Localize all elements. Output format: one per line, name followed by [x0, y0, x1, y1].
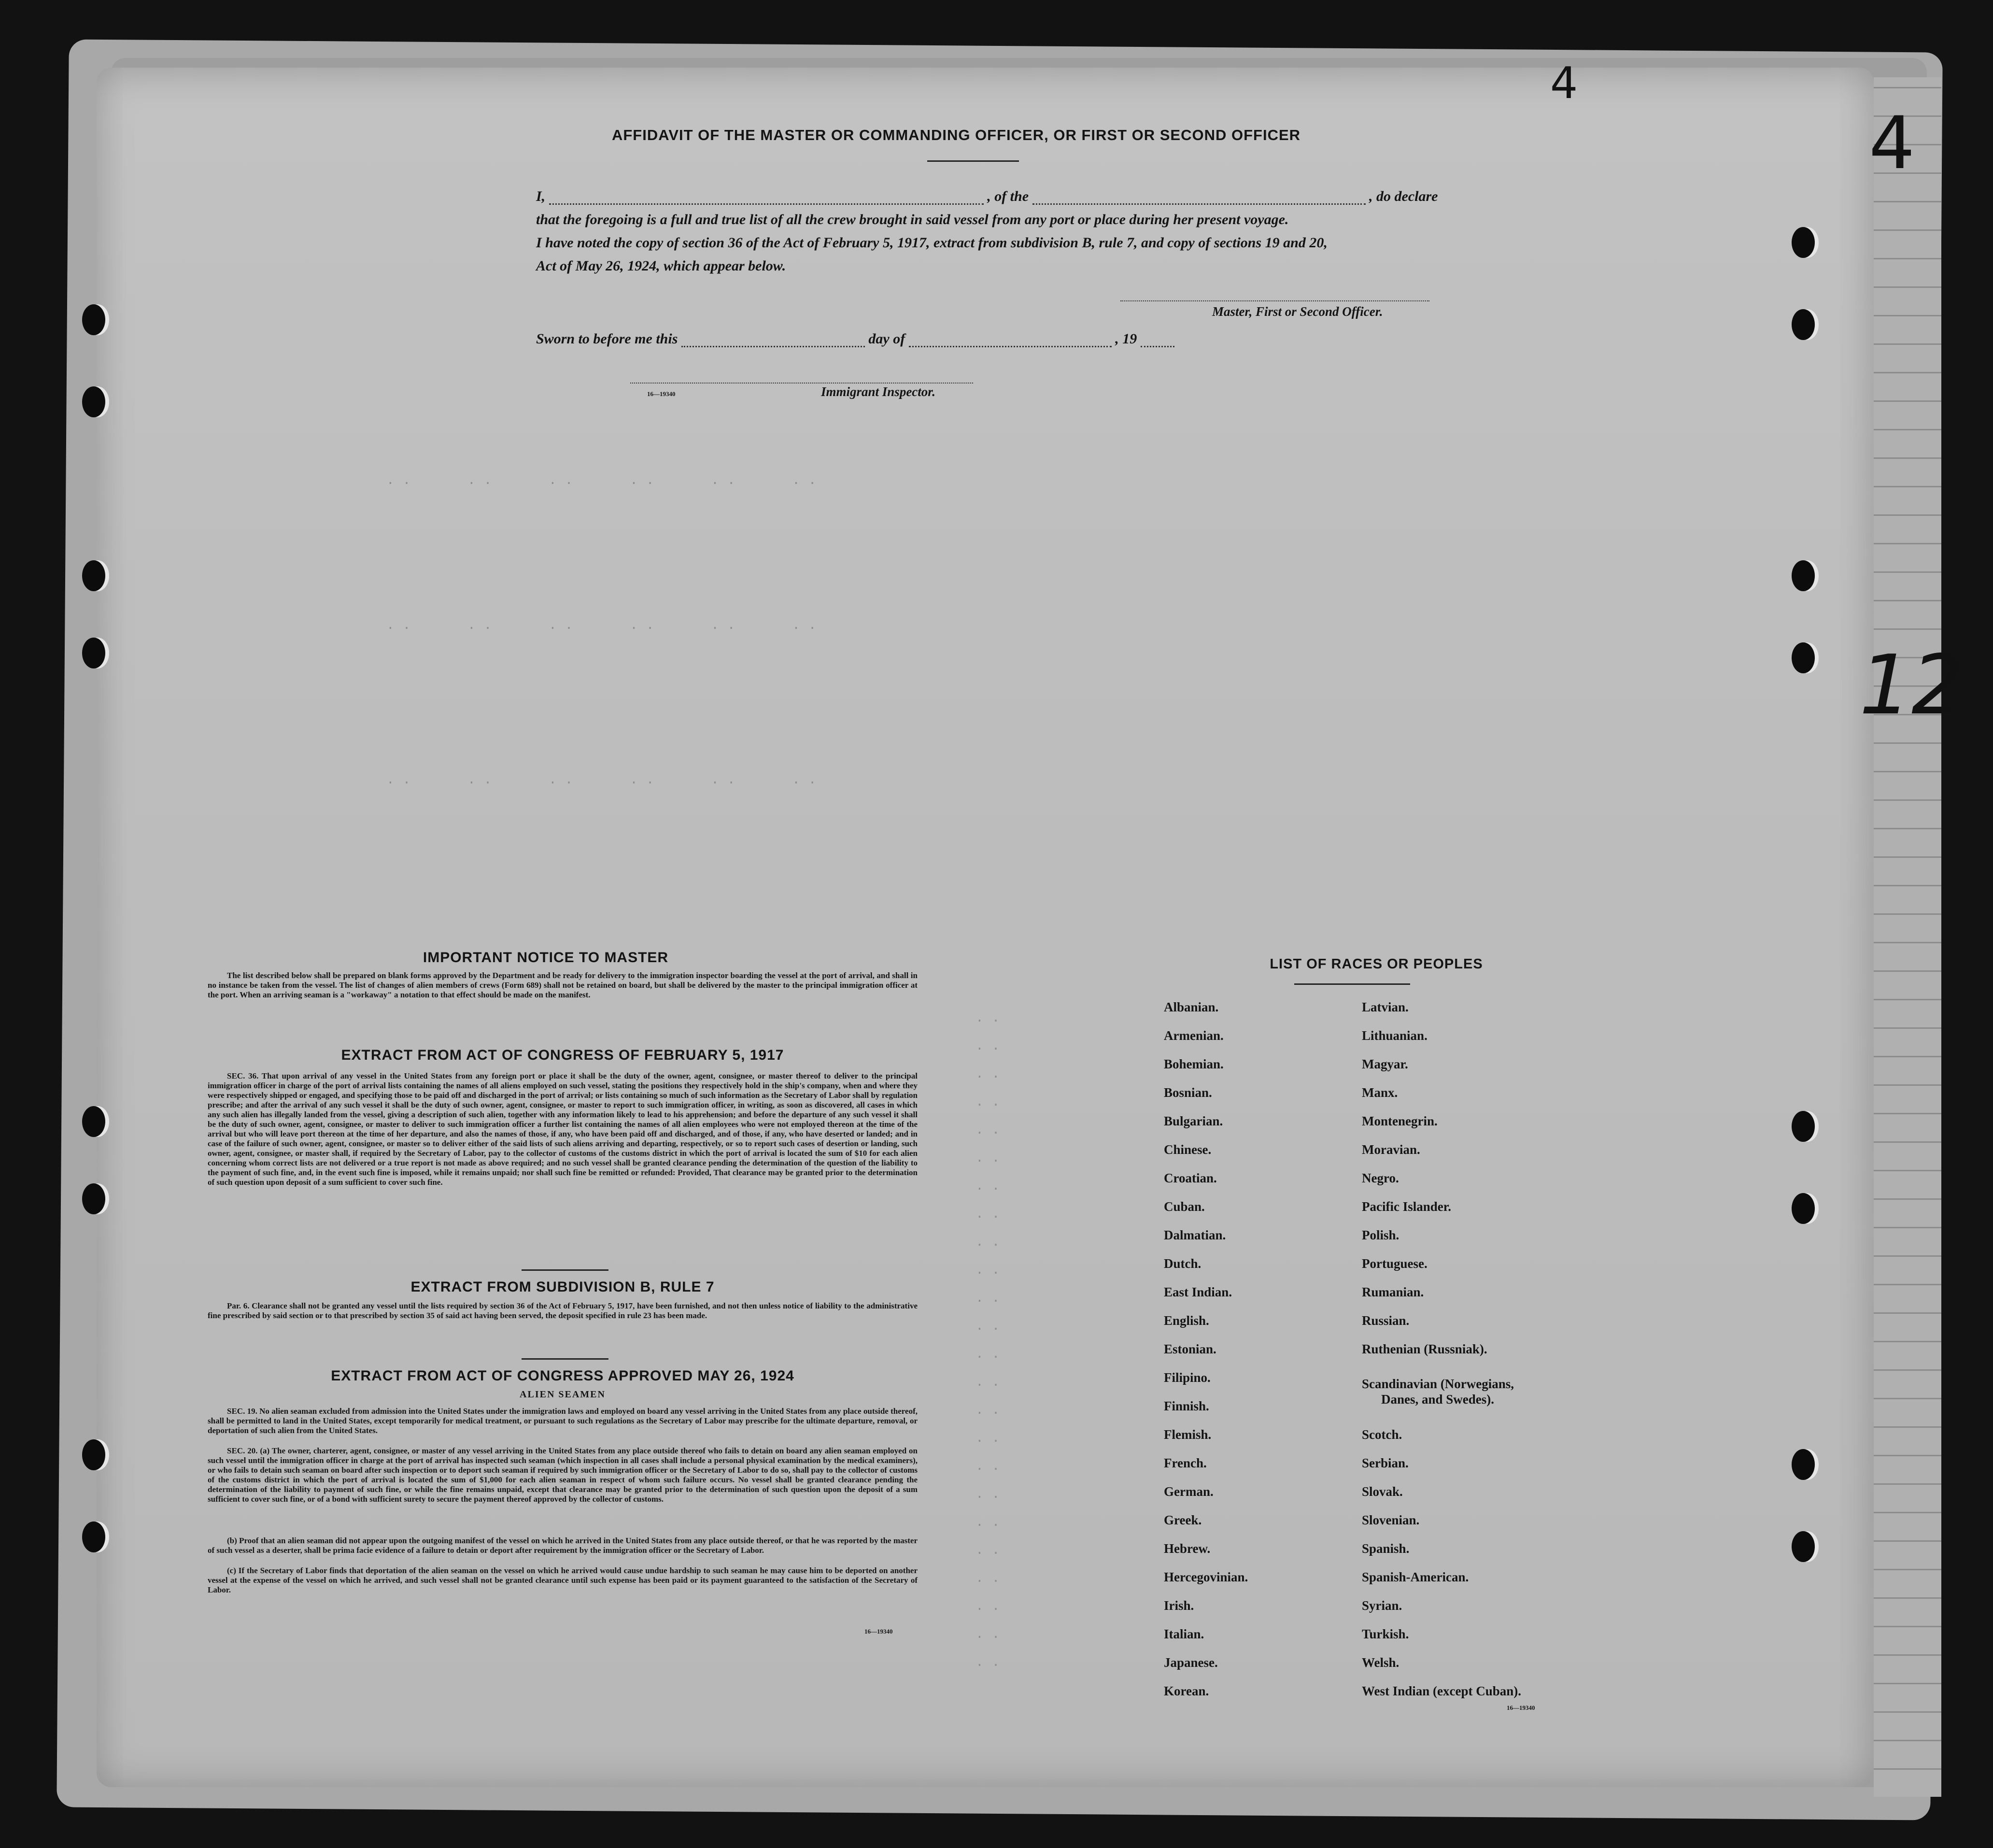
- race-item: French.: [1164, 1456, 1207, 1470]
- sworn-start: Sworn to before me this: [536, 331, 678, 347]
- sec-20b-text: (b) Proof that an alien seaman did not appear upon the outgoing manifest of the vessel on which he arrived in the United States from any place outside thereof, or that he was reported by the master of such vessel as a deserter, shall be prima facie evidence of a failure to detain or deport after requirement by the immigration officer or the Secretary of Labor.: [208, 1536, 918, 1555]
- race-item: Spanish-American.: [1362, 1570, 1469, 1584]
- binder-hole-icon: [82, 638, 105, 668]
- binder-hole-icon: [1792, 560, 1815, 591]
- affidavit-form-number: 16—19340: [647, 390, 676, 398]
- race-item: Bohemian.: [1164, 1057, 1224, 1071]
- sworn-year-field[interactable]: [1141, 336, 1174, 347]
- race-item: Welsh.: [1362, 1655, 1399, 1670]
- extract-divider: [522, 1358, 608, 1360]
- race-item: Albanian.: [1164, 1000, 1219, 1014]
- binder-hole-icon: [82, 1183, 105, 1214]
- races-left-column: [1164, 1000, 1367, 1705]
- handwritten-top-mark: 4: [1550, 58, 1578, 109]
- binder-hole-icon: [1792, 1449, 1815, 1480]
- races-title-rule: [1294, 983, 1410, 985]
- extract-form-number: 16—19340: [864, 1628, 893, 1635]
- race-item: Bosnian.: [1164, 1085, 1212, 1100]
- race-item: Ruthenian (Russniak).: [1362, 1342, 1487, 1356]
- race-item: Finnish.: [1164, 1399, 1209, 1413]
- race-item: Lithuanian.: [1362, 1028, 1428, 1043]
- extract-rule7-text: Par. 6. Clearance shall not be granted any vessel until the lists required by section 36 of the Act of February 5, 1917, have been furnished, and not then unless notice of liability to the administrative fine prescribed by said section or to that prescribed by section 35 of said act having been served, the deposit specified in rule 23 has been made.: [208, 1301, 918, 1320]
- race-item: Hercegovinian.: [1164, 1570, 1248, 1584]
- extract-rule7-title: EXTRACT FROM SUBDIVISION B, RULE 7: [410, 1279, 715, 1295]
- race-item: Portuguese.: [1362, 1256, 1428, 1271]
- sworn-end: , 19: [1115, 331, 1137, 347]
- race-item: Flemish.: [1164, 1427, 1212, 1442]
- race-item: Korean.: [1164, 1684, 1209, 1698]
- sworn-mid: day of: [868, 331, 905, 347]
- bleedthrough-marks: . . . . . . . . . . . . . . . . . . . . . . . . . . . . . . . . . . . . . . . . . . . . . . . .: [975, 1011, 1000, 1670]
- binder-hole-icon: [82, 1439, 105, 1470]
- affidavit-title-rule: [927, 160, 1019, 162]
- race-item: Danes, and Swedes).: [1381, 1392, 1495, 1407]
- binder-hole-icon: [82, 1521, 105, 1552]
- affidavit-title: AFFIDAVIT OF THE MASTER OR COMMANDING OFFICER, OR FIRST OR SECOND OFFICER: [611, 127, 1301, 143]
- race-item: Latvian.: [1362, 1000, 1409, 1014]
- race-item: Manx.: [1362, 1085, 1398, 1100]
- binder-hole-icon: [1792, 1193, 1815, 1224]
- race-item: East Indian.: [1164, 1285, 1232, 1299]
- race-item: Rumanian.: [1362, 1285, 1424, 1299]
- race-item: Estonian.: [1164, 1342, 1216, 1356]
- binder-hole-icon: [82, 304, 105, 335]
- bleedthrough-marks: . . . . . . . . . . . .: [386, 473, 817, 488]
- sworn-day-field[interactable]: [681, 336, 865, 347]
- master-signature-label: Master, First or Second Officer.: [1212, 304, 1383, 319]
- race-item: Serbian.: [1362, 1456, 1409, 1470]
- sworn-month-field[interactable]: [909, 336, 1112, 347]
- binder-hole-icon: [1792, 309, 1815, 340]
- races-right-column: [1362, 1000, 1613, 1705]
- race-item: Slovenian.: [1362, 1513, 1420, 1527]
- binder-hole-icon: [1792, 642, 1815, 673]
- sworn-line: [536, 331, 1174, 347]
- handwritten-page-number: 4: [1869, 101, 1915, 185]
- bleedthrough-marks: . . . . . . . . . . . .: [386, 773, 817, 788]
- race-item: Pacific Islander.: [1362, 1199, 1451, 1214]
- binder-hole-icon: [1792, 1111, 1815, 1142]
- race-item: Magyar.: [1362, 1057, 1408, 1071]
- affidavit-line-1-end: , do declare: [1369, 188, 1438, 204]
- handwritten-sheet-number: 12: [1859, 638, 1964, 733]
- extract-1924-title: EXTRACT FROM ACT OF CONGRESS APPROVED MAY 26, 1924: [331, 1368, 794, 1384]
- race-item: Dalmatian.: [1164, 1228, 1226, 1242]
- race-item: Montenegrin.: [1362, 1114, 1438, 1128]
- race-item: Armenian.: [1164, 1028, 1224, 1043]
- affidavit-line-1-start: I,: [536, 188, 546, 204]
- race-item: Spanish.: [1362, 1541, 1410, 1556]
- race-item: Scotch.: [1362, 1427, 1402, 1442]
- binder-hole-icon: [1792, 1531, 1815, 1562]
- master-name-field[interactable]: [549, 194, 984, 205]
- race-item: Greek.: [1164, 1513, 1202, 1527]
- race-item: English.: [1164, 1313, 1209, 1328]
- vessel-name-field[interactable]: [1032, 194, 1366, 205]
- race-item: Syrian.: [1362, 1598, 1402, 1613]
- race-item: Dutch.: [1164, 1256, 1201, 1271]
- race-item: Chinese.: [1164, 1142, 1212, 1157]
- binder-hole-icon: [1792, 227, 1815, 258]
- affidavit-line-4: Act of May 26, 1924, which appear below.: [536, 258, 786, 274]
- inspector-signature-line[interactable]: [630, 382, 973, 384]
- race-item: Moravian.: [1362, 1142, 1420, 1157]
- race-item: Filipino.: [1164, 1370, 1211, 1385]
- extract-1917-title: EXTRACT FROM ACT OF CONGRESS OF FEBRUARY 5, 1917: [341, 1047, 784, 1063]
- race-item: Hebrew.: [1164, 1541, 1211, 1556]
- sec-20c-text: (c) If the Secretary of Labor finds that deportation of the alien seaman on the vessel on which he arrived would cause undue hardship to such seaman he may cause him to be deported on another vessel at the expense of the vessel on which he arrived, and such vessel shall not be granted clearance until such expense has been paid or its payment guaranteed to the satisfaction of the Secretary of Labor.: [208, 1566, 918, 1594]
- bleedthrough-marks: . . . . . . . . . . . .: [386, 618, 817, 633]
- binder-hole-icon: [82, 560, 105, 591]
- race-item: Russian.: [1362, 1313, 1410, 1328]
- affidavit-line-3: I have noted the copy of section 36 of the Act of February 5, 1917, extract from subdivision B, rule 7, and copy of sections 19 and 20,: [536, 235, 1328, 251]
- notice-text: The list described below shall be prepared on blank forms approved by the Department and be ready for delivery to the immigration inspector boarding the vessel at the port of arrival, and shall in no instance be taken from the vessel. The list of changes of alien members of crews (Form 689) shall not be retained on board, but shall be delivered by the master to the principal immigration officer at the port. When an arriving seaman is a "workaway" a notation to that effect should be made on the manifest.: [208, 971, 918, 999]
- sec-19-text: SEC. 19. No alien seaman excluded from admission into the United States under the immigration laws and employed on board any vessel arriving in the United States from any place outside thereof, shall be permitted to land in the United States, except temporarily for medical treatment, or pursuant to such regulations as the Secretary of Labor may prescribe for the ultimate departure, removal, or deportation of such alien from the United States.: [208, 1407, 918, 1435]
- race-item: Croatian.: [1164, 1171, 1217, 1185]
- extract-1917-text: SEC. 36. That upon arrival of any vessel in the United States from any foreign port or place it shall be the duty of the owner, agent, consignee, or master thereof to deliver to the principal immigration officer in charge of the port of arrival lists containing the names of all aliens employed on such vessel, stating the positions they respectively hold in the ship's company, when and where they were respectively shipped or engaged, and specifying those to be paid off and discharged in the port of arrival; or lists containing so much of such information as the Secretary of Labor shall by regulation prescribe; and after the arrival of any such vessel it shall be the duty of such owner, agent, consignee, or master to report to such immigration officer, in writing, as soon as discovered, all cases in which any such alien has illegally landed from the vessel, giving a description of such alien, together with any information likely to lead to his apprehension; and before the departure of any such vessel it shall be the duty of such owner, agent, consignee, or master to deliver to such immigration officer a further list containing the names of all alien employees who were not employed thereon at the time of the arrival but who will leave port thereon at the time of her departure, and also the names of those, if any, who have been paid off and discharged, and of those, if any, who have deserted or landed; and in case of the failure of such owner, agent, consignee, or master so to deliver either of the said lists of such aliens arriving and departing, respectively, or so to report such cases of desertion or landing, such owner, agent, consignee, or master shall, if required by the Secretary of Labor, pay to the collector of customs of the customs district in which the port of arrival is located the sum of $10 for each alien concerning whom correct lists are not delivered or a true report is not made as above required; and no such vessel shall be granted clearance pending the determination of the question of the liability to the payment of such fine, and, in the event such fine is imposed, while it remains unpaid; nor shall such fine be remitted or refunded: Provided, That clearance may be granted prior to the determination of such question upon deposit of a sum sufficient to cover such fine.: [208, 1071, 918, 1187]
- sec-20a-text: SEC. 20. (a) The owner, charterer, agent, consignee, or master of any vessel arriving in the United States from any place outside thereof who fails to detain on board any alien seaman employed on such vessel until the immigration officer in charge at the port of arrival has inspected such seaman (which inspection in all cases shall include a personal physical examination by the medical examiners), or who fails to detain such seaman on board after such inspection or to deport such seaman if required by such immigration officer or the Secretary of Labor to do so, shall pay to the collector of customs of the customs district in which the port of arrival is located the sum of $1,000 for each alien seaman in respect of whom such failure occurs. No vessel shall be granted clearance pending the determination of the liability to payment of such fine, or while the fine remains unpaid, except that clearance may be granted prior to the determination of such question upon the deposit of a sum sufficient to cover such fine, or of a bond with sufficient surety to secure the payment thereof approved by the collector of customs.: [208, 1446, 918, 1504]
- race-item: Turkish.: [1362, 1627, 1409, 1641]
- extract-divider: [522, 1269, 608, 1271]
- races-title: LIST OF RACES OR PEOPLES: [1270, 956, 1483, 972]
- race-item: Bulgarian.: [1164, 1114, 1223, 1128]
- binder-hole-icon: [82, 386, 105, 417]
- notice-title: IMPORTANT NOTICE TO MASTER: [423, 950, 669, 966]
- race-item: Italian.: [1164, 1627, 1204, 1641]
- race-item: Negro.: [1362, 1171, 1399, 1185]
- master-signature-line[interactable]: [1120, 299, 1429, 301]
- race-item: Slovak.: [1362, 1484, 1403, 1499]
- affidavit-line-1-mid: , of the: [987, 188, 1029, 204]
- race-item: Polish.: [1362, 1228, 1399, 1242]
- alien-seamen-subtitle: ALIEN SEAMEN: [520, 1389, 606, 1400]
- binder-hole-icon: [82, 1106, 105, 1137]
- inspector-label: Immigrant Inspector.: [821, 384, 936, 399]
- race-item: Japanese.: [1164, 1655, 1218, 1670]
- race-item: West Indian (except Cuban).: [1362, 1684, 1522, 1698]
- races-form-number: 16—19340: [1507, 1704, 1535, 1711]
- affidavit-line-2: that the foregoing is a full and true list of all the crew brought in said vessel from any port or place during her present voyage.: [536, 212, 1289, 227]
- race-item: Irish.: [1164, 1598, 1194, 1613]
- race-item: Scandinavian (Norwegians,: [1362, 1377, 1514, 1391]
- race-item: Cuban.: [1164, 1199, 1205, 1214]
- race-item: German.: [1164, 1484, 1214, 1499]
- manifest-edge-stripe: [1874, 77, 1941, 1797]
- affidavit-line-1: [536, 188, 1438, 205]
